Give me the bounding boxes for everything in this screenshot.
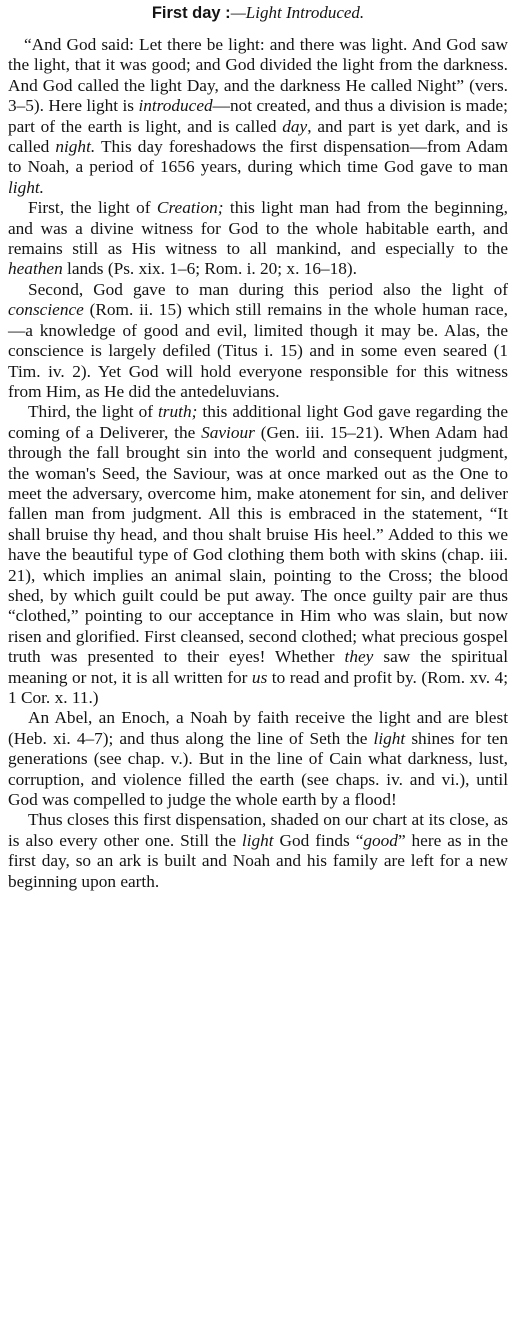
text-run: this additional light God gave regarding the coming of a Deliverer, the <box>8 402 508 442</box>
text-run: lands (Ps. xix. 1–6; Rom. i. 20; x. 16–18). <box>62 259 357 279</box>
text-run: Third, the light of <box>28 402 158 422</box>
italic-text: heathen <box>8 259 63 279</box>
italic-text: light <box>241 830 274 850</box>
text-run: An Abel, an Enoch, a Noah by faith receive the light and are blest (Heb. xi. 4–7); and thus along the line of Seth the <box>8 708 508 748</box>
italic-text: introduced <box>138 96 213 116</box>
italic-text: good <box>363 830 398 850</box>
italic-text: light. <box>8 177 45 197</box>
italic-text: Saviour <box>201 422 255 442</box>
heading-title: —Light Introduced. <box>230 3 365 22</box>
text-run: shines for ten generations (see chap. v.). But in the line of Cain what darkness, lust, corruption, and violence filled the earth (see chaps. iv. and vi.), until God was compelled to judge the whole earth by a flood! <box>8 728 508 810</box>
paragraph <box>8 708 508 810</box>
text-run: God finds “ <box>273 830 364 850</box>
text-run: —not created, and thus a division is made; part of the earth is light, and is called <box>8 96 508 136</box>
paragraph <box>8 198 508 280</box>
italic-text: Creation; <box>156 198 224 218</box>
italic-text: they <box>344 647 374 667</box>
italic-text: night. <box>55 137 96 157</box>
paragraph <box>8 35 508 198</box>
paragraph <box>8 402 508 708</box>
text-run: to read and profit by. (Rom. xv. 4; 1 Cor. x. 11.) <box>8 667 509 707</box>
text-run: saw the spiritual meaning or not, it is all written for <box>8 647 508 687</box>
text-run: (Rom. ii. 15) which still remains in the whole human race,—a knowledge of good and evil, limited though it may be. Alas, the conscience is largely defiled (Titus i. 15) and in some even seared (1 Tim. iv. 2). Yet God will hold everyone responsible for this witness from Him, as He did the antedeluvians. <box>8 300 508 401</box>
italic-text: day <box>282 116 308 136</box>
italic-text: conscience <box>8 300 84 320</box>
text-run: , and part is yet dark, and is called <box>8 116 509 157</box>
italic-text: us <box>251 667 268 687</box>
body-text <box>8 35 508 892</box>
italic-text: light <box>373 728 406 748</box>
paragraph <box>8 810 508 892</box>
text-run: (Gen. iii. 15–21). When Adam had through the fall brought sin into the world and consequent judgment, the woman's Seed, the Saviour, was at once marked out as the One to meet the adversary, overcome him, make atonement for sin, and deliver fallen man from judgment. All this is embraced in the statement, “It shall bruise thy head, and thou shalt bruise His heel.” Added to this we have the beautiful type of God clothing them both with skins (chap. iii. 21), which implies an animal slain, pointing to the Cross; the blood shed, by which guilt could be put away. The once guilty pair are thus “clothed,” pointing to our acceptance in Him who was slain, but now risen and glorified. First cleansed, second clothed; what precious gospel truth was presented to their eyes! Whether <box>8 422 508 667</box>
text-run: Second, God gave to man during this period also the light of <box>28 279 508 299</box>
text-run: This day foreshadows the first dispensation—from Adam to Noah, a period of 1656 years, during which time God gave to man <box>8 137 508 177</box>
text-run: “And God said: Let there be light: and there was light. And God saw the light, that it was good; and God divided the light from the darkness. And God called the light Day, and the darkness He called Night” (vers. 3–5). Here light is <box>8 35 508 116</box>
text-run: this light man had from the beginning, and was a divine witness for God to the whole habitable earth, and remains still as His witness to all mankind, and especially to the <box>8 198 508 259</box>
text-run: Thus closes this first dispensation, shaded on our chart at its close, as is also every other one. Still the <box>8 810 508 850</box>
heading-label: First day : <box>151 4 231 22</box>
text-run: First, the light of <box>28 198 157 218</box>
page-heading <box>8 2 508 24</box>
paragraph <box>8 280 508 402</box>
italic-text: truth; <box>158 402 198 422</box>
text-run: ” here as in the first day, so an ark is built and Noah and his family are left for a new beginning upon earth. <box>8 830 508 891</box>
